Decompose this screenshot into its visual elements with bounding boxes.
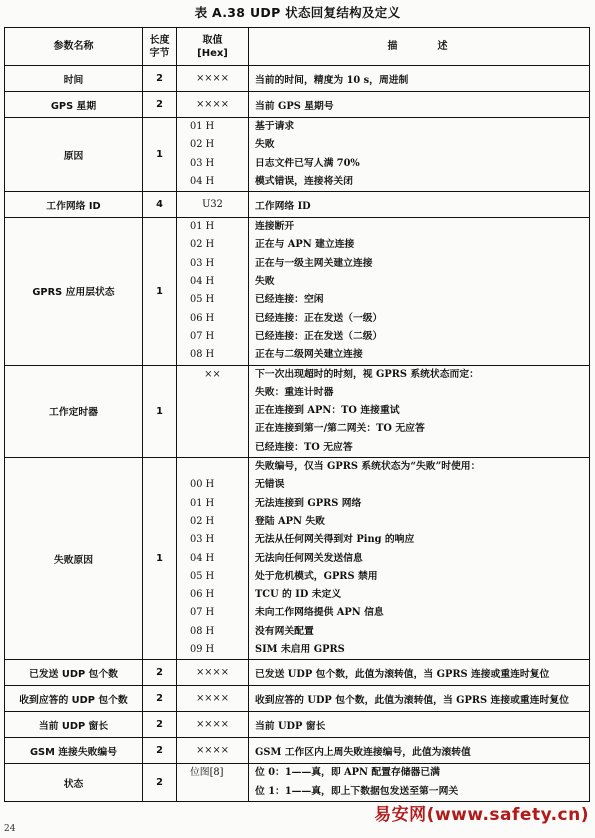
param-value: [177, 118, 249, 192]
value-item: 09 H: [190, 644, 215, 656]
desc-item: 正在连接到第一/第二网关：TO 无应答: [255, 423, 425, 435]
desc-item: 已发送 UDP 包个数，此值为滚转值，当 GPRS 连接或重连时复位: [255, 668, 550, 680]
desc-item: 已经连接：正在发送（二级）: [255, 330, 383, 342]
desc-item: 已经连接：正在发送（一级）: [255, 312, 383, 324]
table-row: [5, 764, 590, 802]
param-value: ××××: [177, 686, 249, 712]
value-item: 05 H: [190, 570, 215, 582]
param-desc: [249, 218, 590, 365]
param-desc: [249, 92, 590, 118]
param-length: 2: [143, 712, 177, 738]
value-item: 07 H: [190, 607, 215, 619]
value-item: 06 H: [190, 312, 215, 324]
desc-item: 失败编号，仅当 GPRS 系统状态为“失败”时使用：: [255, 461, 481, 473]
desc-item: 工作网络 ID: [255, 200, 311, 212]
desc-item: 正在与 APN 建立连接: [255, 239, 355, 251]
value-item: [180, 458, 245, 476]
table-row: [5, 192, 590, 218]
param-name: GPRS 应用层状态: [5, 218, 143, 365]
desc-item: 正在与二级网关建立连接: [255, 349, 363, 361]
value-item: 02 H: [190, 139, 215, 151]
desc-item: 日志文件已写人满 70%: [255, 157, 360, 169]
param-name: 收到应答的 UDP 包个数: [5, 686, 143, 712]
param-desc: [249, 660, 590, 686]
param-length: 1: [143, 458, 177, 660]
param-value: [177, 365, 249, 457]
desc-item: 处于危机模式，GPRS 禁用: [255, 570, 378, 582]
desc-item: 正在连接到 APN：TO 连接重试: [255, 405, 400, 417]
param-name: 原因: [5, 118, 143, 192]
param-length: 2: [143, 66, 177, 92]
value-item: 04 H: [190, 276, 215, 288]
header-desc: 描述: [249, 28, 590, 66]
value-item: 01 H: [190, 497, 215, 509]
param-name: 失败原因: [5, 458, 143, 660]
param-value: [177, 218, 249, 365]
desc-item: 无法向任何网关发送信息: [255, 552, 363, 564]
value-item: [180, 783, 245, 801]
param-desc: [249, 738, 590, 764]
desc-item: 无法从任何网关得到对 Ping 的响应: [255, 534, 415, 546]
table-row: [5, 660, 590, 686]
desc-item: 收到应答的 UDP 包个数，此值为滚转值，当 GPRS 连接或重连时复位: [255, 694, 569, 706]
table-row: [5, 686, 590, 712]
value-item: 08 H: [190, 625, 215, 637]
param-length: 1: [143, 365, 177, 457]
value-item: 00 H: [190, 479, 215, 491]
value-item: 04 H: [190, 552, 215, 564]
param-name: 时间: [5, 66, 143, 92]
value-item: 08 H: [190, 349, 215, 361]
param-length: 1: [143, 118, 177, 192]
udp-status-table: [4, 27, 590, 802]
value-item: 03 H: [190, 157, 215, 169]
value-item: 04 H: [190, 175, 215, 187]
value-item: 02 H: [190, 239, 215, 251]
desc-item: 登陆 APN 失败: [255, 515, 325, 527]
param-desc: [249, 764, 590, 802]
param-length: 2: [143, 660, 177, 686]
value-item: 05 H: [190, 294, 215, 306]
desc-item: GSM 工作区内上周失败连接编号，此值为滚转值: [255, 746, 471, 758]
desc-item: 已经连接：空闲: [255, 294, 324, 306]
value-item: 01 H: [190, 121, 215, 132]
desc-item: 下一次出现超时的时刻，视 GPRS 系统状态而定：: [255, 368, 479, 380]
value-item: [180, 439, 245, 457]
param-name: 工作网络 ID: [5, 192, 143, 218]
table-row: [5, 738, 590, 764]
desc-item: 已经连接：TO 无应答: [255, 441, 353, 453]
table-row: [5, 365, 590, 457]
param-length: 1: [143, 218, 177, 365]
table-row: [5, 712, 590, 738]
desc-item: SIM 未启用 GPRS: [255, 644, 345, 656]
desc-item: TCU 的 ID 未定义: [255, 589, 342, 601]
param-name: GPS 星期: [5, 92, 143, 118]
param-value: ××××: [177, 712, 249, 738]
desc-item: 当前 UDP 窗长: [255, 720, 326, 732]
param-value: ××××: [177, 66, 249, 92]
param-desc: [249, 66, 590, 92]
value-item: 02 H: [190, 515, 215, 527]
value-item: ××: [204, 368, 221, 380]
header-name: 参数名称: [5, 28, 143, 66]
header-length: 长度 字节: [143, 28, 177, 66]
desc-item: 失败：重连计时器: [255, 386, 334, 398]
param-desc: [249, 458, 590, 660]
value-item: [180, 384, 245, 402]
param-value: ××××: [177, 738, 249, 764]
param-name: 当前 UDP 窗长: [5, 712, 143, 738]
desc-item: 失败: [255, 139, 275, 151]
param-value: ××××: [177, 660, 249, 686]
value-item: 07 H: [190, 330, 215, 342]
param-name: 已发送 UDP 包个数: [5, 660, 143, 686]
value-item: [180, 402, 245, 420]
desc-item: 无法连接到 GPRS 网络: [255, 497, 362, 509]
desc-item: 当前的时间，精度为 10 s，周进制: [255, 74, 409, 86]
desc-item: 当前 GPS 星期号: [255, 100, 334, 112]
table-body: [5, 66, 590, 802]
param-length: 4: [143, 192, 177, 218]
desc-item: 正在与一级主网关建立连接: [255, 257, 373, 269]
desc-item: 失败: [255, 276, 275, 288]
desc-item: 连接断开: [255, 221, 295, 233]
value-item: 03 H: [190, 257, 215, 269]
table-row: [5, 218, 590, 365]
desc-item: 位 1：1——真，即上下数据包发送至第一网关: [255, 785, 459, 797]
desc-item: 模式错误，连接将关闭: [255, 175, 353, 187]
table-title: 表 A.38 UDP 状态回复结构及定义: [194, 5, 401, 20]
param-value: U32: [177, 192, 249, 218]
desc-item: 没有网关配置: [255, 625, 314, 637]
value-item: [180, 420, 245, 438]
param-length: 2: [143, 92, 177, 118]
param-desc: [249, 118, 590, 192]
param-desc: [249, 365, 590, 457]
value-item: 03 H: [190, 534, 215, 546]
table-header-row: [5, 28, 590, 66]
value-item: 位图[8]: [190, 767, 224, 779]
desc-item: 未向工作网络提供 APN 信息: [255, 607, 384, 619]
param-length: 2: [143, 764, 177, 802]
table-row: [5, 66, 590, 92]
param-desc: [249, 686, 590, 712]
page-number: 24: [4, 824, 16, 834]
param-name: 状态: [5, 764, 143, 802]
param-desc: [249, 712, 590, 738]
param-name: GSM 连接失败编号: [5, 738, 143, 764]
desc-item: 无错误: [255, 479, 285, 491]
desc-item: 基于请求: [255, 121, 295, 132]
table-row: [5, 118, 590, 192]
param-value: [177, 458, 249, 660]
param-value: [177, 764, 249, 802]
watermark-text: 易安网(www.safety.cn): [374, 805, 589, 825]
param-name: 工作定时器: [5, 365, 143, 457]
param-length: 2: [143, 738, 177, 764]
param-value: ××××: [177, 92, 249, 118]
header-value: 取值 [Hex]: [177, 28, 249, 66]
param-desc: [249, 192, 590, 218]
table-row: [5, 458, 590, 660]
param-length: 2: [143, 686, 177, 712]
table-row: [5, 92, 590, 118]
value-item: 01 H: [190, 221, 215, 233]
value-item: 06 H: [190, 589, 215, 601]
desc-item: 位 0：1——真，即 APN 配置存储器已满: [255, 767, 440, 779]
